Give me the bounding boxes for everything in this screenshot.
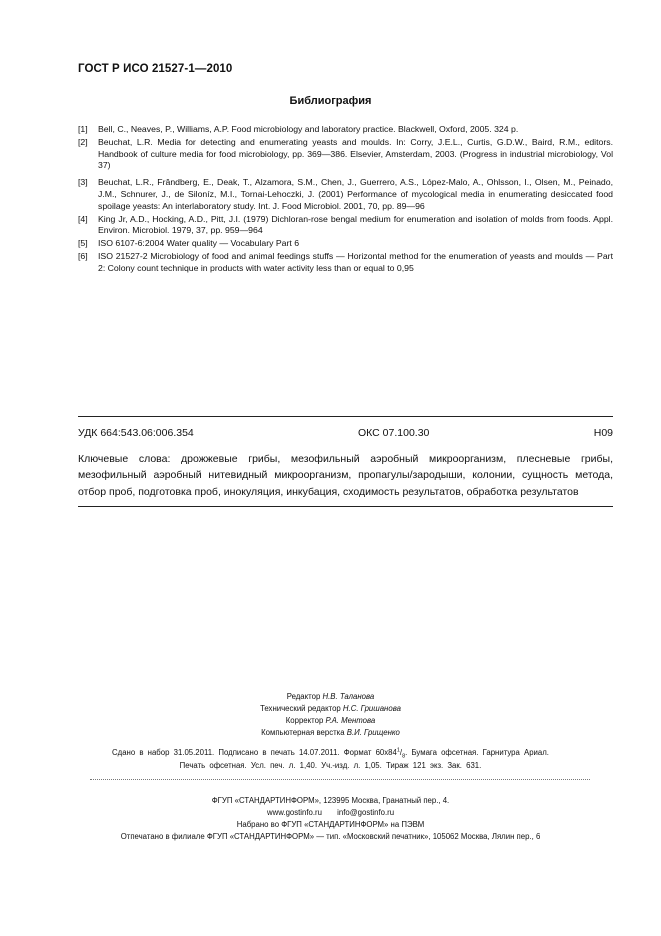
credit-role: Корректор — [285, 715, 324, 725]
category-code: Н09 — [593, 427, 613, 439]
bibliography-item — [78, 124, 613, 136]
bibliography-item-text: King Jr, A.D., Hocking, A.D., Pitt, J.I. (1979) Dichloran-rose bengal medium for enumeration and isolation of molds from foods. Appl. Environ. Microbiol. 1979, 37, pp. 959—964 — [98, 213, 613, 236]
credit-line — [0, 691, 661, 703]
printer-typeset: Набрано во ФГУП «СТАНДАРТИНФОРМ» на ПЭВМ — [236, 820, 425, 830]
udk-code: УДК 664:543.06:006.354 — [78, 427, 194, 439]
credit-name: Н.В. Таланова — [322, 692, 375, 701]
top-divider — [78, 416, 613, 417]
bibliography-item — [78, 238, 613, 250]
bibliography-item — [78, 137, 613, 172]
publishing-paper: . Бумага офсетная. Гарнитура Ариал. — [405, 748, 549, 757]
publishing-line: Печать офсетная. Усл. печ. л. 1,40. Уч.-изд. л. 1,05. Тираж 121 экз. Зак. 631. — [179, 760, 482, 770]
credit-name: В.И. Грищенко — [346, 727, 400, 737]
credit-role: Редактор — [286, 692, 321, 701]
format-denominator: 8 — [402, 753, 406, 760]
bibliography-item-text: ISO 21527-2 Microbiology of food and animal feedings stuffs — Horizontal method for the enumeration of yeasts and moulds — Part 2: Colony count technique in products with water activity less than or equal to 0,95 — [98, 250, 613, 273]
credit-line — [0, 703, 661, 715]
classification-row — [78, 427, 613, 441]
credit-role: Технический редактор — [260, 703, 341, 713]
format-numerator: 1 — [396, 747, 400, 754]
credit-name: Р.А. Ментова — [325, 715, 376, 725]
publishing-line: Сдано в набор 31.05.2011. Подписано в печать 14.07.2011. Формат $60х84^1/_8$. Бумага офсетная. Гарнитура Ариал. — [112, 747, 549, 760]
bibliography-item-number: [3] — [78, 177, 88, 188]
bibliography-item-text: Beuchat, L.R. Media for detecting and enumerating yeasts and moulds. In: Corry, J.E.L., Curtis, G.D.W., Baird, R.M., editors. Handbook of culture media for food microbiology, pp. 369—386. Elsevier, Amsterdam, 2003. (Progress in industrial microbiology, Vol 37) — [98, 136, 613, 171]
printer-email: info@gostinfo.ru — [337, 808, 395, 818]
bottom-divider — [78, 506, 613, 507]
bibliography-item-number: [2] — [78, 136, 88, 147]
publishing-dates: Сдано в набор 31.05.2011. Подписано в печать 14.07.2011. Формат 60х84 — [112, 748, 397, 757]
bibliography-title: Библиография — [289, 95, 372, 107]
bibliography-item-number: [4] — [78, 213, 88, 224]
credit-line — [0, 715, 661, 727]
bibliography-item-number: [6] — [78, 250, 88, 261]
publishing-info — [0, 747, 661, 772]
bibliography-item-text: Bell, C., Neaves, P., Williams, A.P. Food microbiology and laboratory practice. Blackwell, Oxford, 2005. 324 p. — [98, 124, 519, 134]
publishing-divider — [90, 779, 590, 780]
oks-code: ОКС 07.100.30 — [358, 427, 430, 439]
bibliography-item — [78, 214, 613, 238]
credits — [0, 691, 661, 739]
printer-printed: Отпечатано в филиале ФГУП «СТАНДАРТИНФОРМ» — тип. «Московский печатник», 105062 Москва, Лялин пер., 6 — [120, 832, 541, 842]
bibliography-item-number: [5] — [78, 238, 88, 249]
printer-website: www.gostinfo.ru — [266, 808, 322, 818]
bibliography-item — [78, 177, 613, 212]
bibliography-item-text: ISO 6107-6:2004 Water quality — Vocabulary Part 6 — [98, 238, 300, 249]
bibliography-item — [78, 251, 613, 275]
credit-role: Компьютерная верстка — [261, 727, 345, 737]
printer-contacts — [0, 807, 661, 819]
bibliography-item-text: Beuchat, L.R., Frândberg, E., Deak, T., Alzamora, S.M., Chen, J., Guerrero, A.S., López-Malo, A., Ohlsson, I., Olsen, M., Peinado, J.M., Schnurer, J., de Siloníz, M.I., Tornai-Lehoczki, J. (2001) Performance of mycological media in enumerating desiccated food spoilage yeasts: An interlaboratory study. Int. J. Food Microbiol. 2001, 70, pp. 89—96 — [98, 177, 613, 211]
bibliography-item-number: [1] — [78, 124, 88, 134]
printer-info — [0, 795, 661, 843]
bibliography-list — [78, 124, 613, 276]
credit-name: Н.С. Гришанова — [342, 703, 401, 713]
printer-address: ФГУП «СТАНДАРТИНФОРМ», 123995 Москва, Гранатный пер., 4. — [211, 796, 450, 805]
keywords: Ключевые слова: дрожжевые грибы, мезофильный аэробный микроорганизм, плесневые грибы, мезофильный аэробный нитевидный микроорганизм, пропагулы/зародыши, колонии, сущность метода, отбор проб, подготовка проб, инокуляция, инкубация, сходимость результатов, обработка результатов — [78, 453, 613, 498]
standard-code: ГОСТ Р ИСО 21527-1—2010 — [78, 63, 233, 75]
credit-line — [0, 727, 661, 739]
